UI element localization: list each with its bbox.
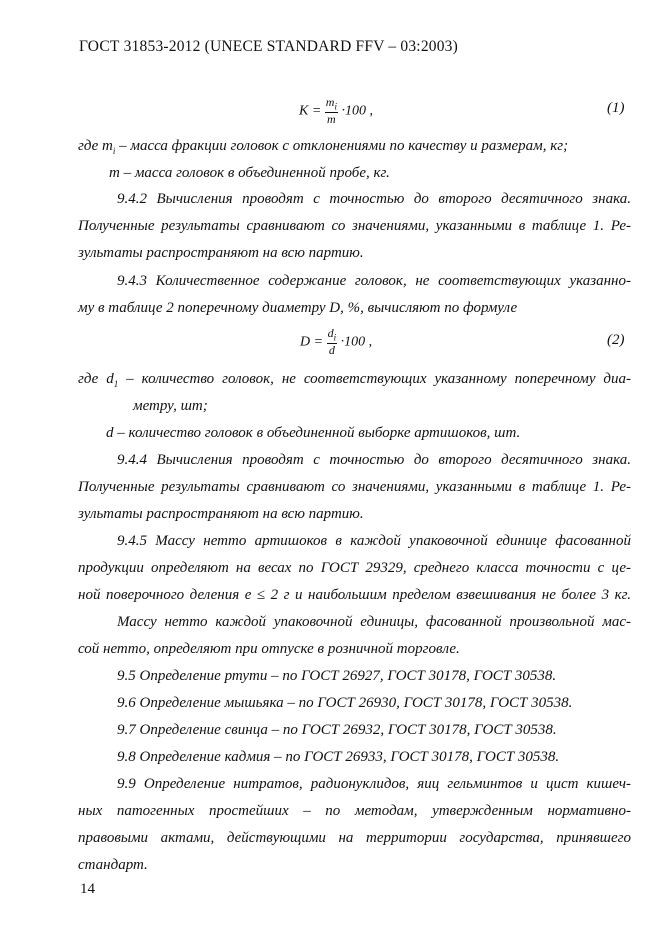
formula-1-denominator: m — [327, 112, 336, 127]
formula-2-numerator-sub: i — [333, 332, 337, 343]
formula-2-lhs: D = — [300, 334, 324, 350]
formula-1-number: (1) — [607, 100, 625, 116]
text-line: ной поверочного деления е ≤ 2 г и наибольшим пределом взвешивания не более 3 кг. — [78, 587, 631, 603]
paragraph-9-7: 9.7 Определение свинца – по ГОСТ 26932, ГОСТ 30178, ГОСТ 30538. — [117, 722, 557, 738]
paragraph-9-4-4: 9.4.4 Вычисления проводят с точностью до второго десятичного знака. — [117, 452, 631, 468]
paragraph-9-9: 9.9 Определение нитратов, радионуклидов, яиц гельминтов и цист кишеч- — [117, 776, 631, 792]
formula-1 — [299, 96, 373, 126]
formula-2-fraction — [327, 327, 338, 357]
text-line: ных патогенных простейших – по методам, утвержденным нормативно- — [78, 803, 631, 819]
text-line: продукции определяют на весах по ГОСТ 29329, среднего класса точности с це- — [78, 560, 631, 576]
text-line: сой нетто, определяют при отпуске в розничной торговле. — [78, 641, 460, 657]
formula-2-rhs: ·100 , — [340, 334, 373, 350]
formula-1-lhs: K = — [299, 103, 322, 119]
text-line: стандарт. — [78, 857, 148, 873]
text-line: Полученные результаты сравнивают со значениями, указанными в таблице 1. Ре- — [78, 479, 631, 495]
formula-2-numerator: d — [327, 326, 334, 340]
paragraph-9-8: 9.8 Определение кадмия – по ГОСТ 26933, ГОСТ 30178, ГОСТ 30538. — [117, 749, 560, 765]
formula-2-number: (2) — [607, 332, 625, 348]
text-line: метру, шт; — [133, 398, 208, 414]
formula-1-numerator: m — [325, 95, 335, 109]
paragraph-9-4-5: 9.4.5 Массу нетто артишоков в каждой упаковочной единице фасованной — [117, 533, 631, 549]
text-line: где $m_i$ – масса фракции головок с отклонениями по качеству и размерам, кг; — [78, 138, 569, 156]
text-line: зультаты распространяют на всю партию. — [78, 506, 364, 522]
text-line: d – количество головок в объединенной выборке артишоков, шт. — [106, 425, 521, 441]
formula-1-numerator-sub: i — [334, 101, 337, 112]
text-line: Массу нетто каждой упаковочной единицы, фасованной произвольной мас- — [117, 614, 631, 630]
text-line: где $d_1$ – количество головок, не соответствующих указанному поперечному диа- — [78, 371, 632, 389]
paragraph-9-4-2: 9.4.2 Вычисления проводят с точностью до второго десятичного знака. — [117, 191, 631, 207]
text-line: правовыми актами, действующими на территории государства, принявшего — [78, 830, 631, 846]
text-line: m – масса головок в объединенной пробе, кг. — [109, 165, 390, 181]
text-line: Полученные результаты сравнивают со значениями, указанными в таблице 1. Ре- — [78, 218, 631, 234]
paragraph-9-4-3: 9.4.3 Количественное содержание головок, не соответствующих указанно- — [117, 273, 631, 289]
text-line: му в таблице 2 поперечному диаметру D, %, вычисляют по формуле — [78, 300, 518, 316]
text-line: зультаты распространяют на всю партию. — [78, 245, 364, 261]
formula-2 — [300, 327, 372, 357]
formula-1-fraction — [325, 96, 338, 126]
page-header: ГОСТ 31853-2012 (UNECE STANDARD FFV – 03:2003) — [79, 38, 458, 55]
paragraph-9-5: 9.5 Определение ртути – по ГОСТ 26927, ГОСТ 30178, ГОСТ 30538. — [117, 668, 557, 684]
formula-2-denominator: d — [328, 343, 335, 358]
paragraph-9-6: 9.6 Определение мышьяка – по ГОСТ 26930, ГОСТ 30178, ГОСТ 30538. — [117, 695, 573, 711]
formula-1-rhs: ·100 , — [341, 103, 373, 119]
page-number: 14 — [80, 881, 95, 897]
